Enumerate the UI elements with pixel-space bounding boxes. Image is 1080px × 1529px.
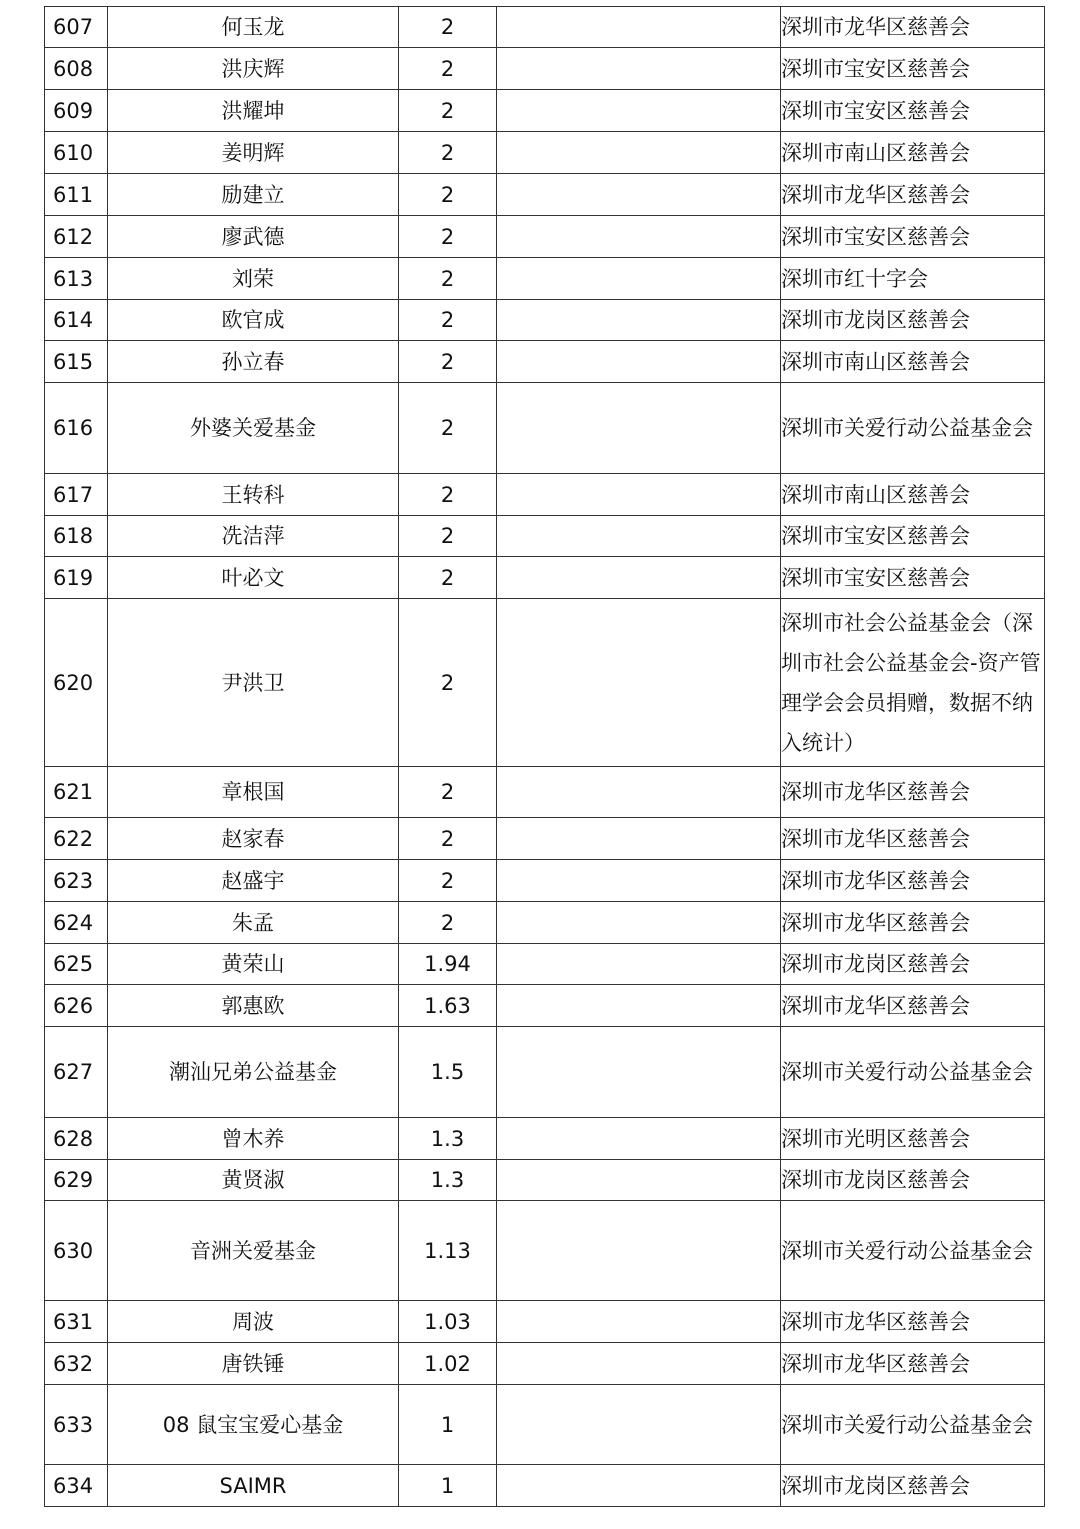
row-number: 613 xyxy=(45,258,108,300)
table-row xyxy=(45,944,1045,985)
recipient-organization: 深圳市红十字会 xyxy=(781,258,1045,300)
row-number: 629 xyxy=(45,1160,108,1201)
donation-amount: 1.5 xyxy=(399,1027,497,1118)
donor-name: 廖武德 xyxy=(108,216,399,258)
recipient-organization: 深圳市龙华区慈善会 xyxy=(781,902,1045,944)
row-number: 607 xyxy=(45,7,108,48)
note-cell xyxy=(497,1201,781,1301)
donor-name: 姜明辉 xyxy=(108,132,399,174)
donor-name: 冼洁萍 xyxy=(108,516,399,557)
donor-name: 叶必文 xyxy=(108,557,399,599)
donor-name: 何玉龙 xyxy=(108,7,399,48)
table-row xyxy=(45,818,1045,860)
donation-table-body xyxy=(45,7,1045,1507)
row-number: 622 xyxy=(45,818,108,860)
note-cell xyxy=(497,767,781,818)
donation-amount: 2 xyxy=(399,90,497,132)
row-number: 628 xyxy=(45,1118,108,1160)
donor-name: 曾木养 xyxy=(108,1118,399,1160)
row-number: 619 xyxy=(45,557,108,599)
table-row xyxy=(45,300,1045,341)
donation-amount: 2 xyxy=(399,474,497,516)
note-cell xyxy=(497,599,781,767)
row-number: 625 xyxy=(45,944,108,985)
table-row xyxy=(45,132,1045,174)
donor-name: 08 鼠宝宝爱心基金 xyxy=(108,1385,399,1465)
donor-name: 洪庆辉 xyxy=(108,48,399,90)
row-number: 621 xyxy=(45,767,108,818)
donor-name: 音洲关爱基金 xyxy=(108,1201,399,1301)
note-cell xyxy=(497,383,781,474)
note-cell xyxy=(497,985,781,1027)
donation-amount: 2 xyxy=(399,902,497,944)
donor-name: 欧官成 xyxy=(108,300,399,341)
recipient-organization: 深圳市宝安区慈善会 xyxy=(781,48,1045,90)
donation-amount: 1 xyxy=(399,1465,497,1507)
recipient-organization: 深圳市南山区慈善会 xyxy=(781,341,1045,383)
donation-amount: 1.3 xyxy=(399,1118,497,1160)
note-cell xyxy=(497,300,781,341)
note-cell xyxy=(497,1465,781,1507)
row-number: 612 xyxy=(45,216,108,258)
donation-amount: 1.3 xyxy=(399,1160,497,1201)
table-row xyxy=(45,599,1045,767)
donation-amount: 2 xyxy=(399,300,497,341)
note-cell xyxy=(497,557,781,599)
donation-amount: 2 xyxy=(399,7,497,48)
donation-amount: 2 xyxy=(399,767,497,818)
donation-amount: 1.63 xyxy=(399,985,497,1027)
recipient-organization: 深圳市龙华区慈善会 xyxy=(781,7,1045,48)
row-number: 608 xyxy=(45,48,108,90)
row-number: 624 xyxy=(45,902,108,944)
donor-name: 励建立 xyxy=(108,174,399,216)
donor-name: 章根国 xyxy=(108,767,399,818)
table-row xyxy=(45,383,1045,474)
note-cell xyxy=(497,7,781,48)
note-cell xyxy=(497,1160,781,1201)
donor-name: 唐铁锤 xyxy=(108,1343,399,1385)
row-number: 614 xyxy=(45,300,108,341)
donor-name: 赵家春 xyxy=(108,818,399,860)
recipient-organization: 深圳市龙华区慈善会 xyxy=(781,1343,1045,1385)
recipient-organization: 深圳市龙岗区慈善会 xyxy=(781,300,1045,341)
recipient-organization: 深圳市龙岗区慈善会 xyxy=(781,1160,1045,1201)
row-number: 616 xyxy=(45,383,108,474)
donor-name: 朱孟 xyxy=(108,902,399,944)
recipient-organization: 深圳市龙岗区慈善会 xyxy=(781,1465,1045,1507)
table-row xyxy=(45,216,1045,258)
donation-amount: 2 xyxy=(399,557,497,599)
note-cell xyxy=(497,860,781,902)
row-number: 610 xyxy=(45,132,108,174)
row-number: 618 xyxy=(45,516,108,557)
donation-amount: 2 xyxy=(399,258,497,300)
row-number: 632 xyxy=(45,1343,108,1385)
table-row xyxy=(45,767,1045,818)
table-row xyxy=(45,985,1045,1027)
row-number: 626 xyxy=(45,985,108,1027)
table-row xyxy=(45,902,1045,944)
note-cell xyxy=(497,90,781,132)
donor-name: 孙立春 xyxy=(108,341,399,383)
table-row xyxy=(45,48,1045,90)
row-number: 611 xyxy=(45,174,108,216)
row-number: 617 xyxy=(45,474,108,516)
row-number: 620 xyxy=(45,599,108,767)
table-row xyxy=(45,516,1045,557)
recipient-organization: 深圳市关爱行动公益基金会 xyxy=(781,1385,1045,1465)
recipient-organization: 深圳市光明区慈善会 xyxy=(781,1118,1045,1160)
table-row xyxy=(45,1027,1045,1118)
note-cell xyxy=(497,1385,781,1465)
table-row xyxy=(45,1465,1045,1507)
recipient-organization: 深圳市宝安区慈善会 xyxy=(781,516,1045,557)
recipient-organization: 深圳市龙华区慈善会 xyxy=(781,860,1045,902)
donation-amount: 2 xyxy=(399,48,497,90)
table-row xyxy=(45,341,1045,383)
recipient-organization: 深圳市龙华区慈善会 xyxy=(781,767,1045,818)
table-row xyxy=(45,258,1045,300)
recipient-organization: 深圳市南山区慈善会 xyxy=(781,132,1045,174)
recipient-organization: 深圳市龙华区慈善会 xyxy=(781,985,1045,1027)
recipient-organization: 深圳市关爱行动公益基金会 xyxy=(781,1027,1045,1118)
table-row xyxy=(45,860,1045,902)
donation-amount: 2 xyxy=(399,818,497,860)
donation-amount: 1.13 xyxy=(399,1201,497,1301)
row-number: 630 xyxy=(45,1201,108,1301)
donor-name: 郭惠欧 xyxy=(108,985,399,1027)
note-cell xyxy=(497,1118,781,1160)
table-row xyxy=(45,1385,1045,1465)
donation-amount: 1.94 xyxy=(399,944,497,985)
note-cell xyxy=(497,341,781,383)
table-row xyxy=(45,174,1045,216)
row-number: 623 xyxy=(45,860,108,902)
donation-amount: 2 xyxy=(399,383,497,474)
donor-name: 刘荣 xyxy=(108,258,399,300)
donation-amount: 1.03 xyxy=(399,1301,497,1343)
donation-amount: 1.02 xyxy=(399,1343,497,1385)
donor-name: 外婆关爱基金 xyxy=(108,383,399,474)
table-row xyxy=(45,1118,1045,1160)
donation-amount: 2 xyxy=(399,860,497,902)
donor-name: 黄贤淑 xyxy=(108,1160,399,1201)
recipient-organization: 深圳市宝安区慈善会 xyxy=(781,90,1045,132)
donation-amount: 1 xyxy=(399,1385,497,1465)
table-row xyxy=(45,474,1045,516)
donor-name: 周波 xyxy=(108,1301,399,1343)
table-row xyxy=(45,7,1045,48)
note-cell xyxy=(497,132,781,174)
note-cell xyxy=(497,1027,781,1118)
recipient-organization: 深圳市南山区慈善会 xyxy=(781,474,1045,516)
table-row xyxy=(45,90,1045,132)
donation-amount: 2 xyxy=(399,341,497,383)
recipient-organization: 深圳市关爱行动公益基金会 xyxy=(781,1201,1045,1301)
table-row xyxy=(45,1301,1045,1343)
note-cell xyxy=(497,258,781,300)
row-number: 633 xyxy=(45,1385,108,1465)
recipient-organization: 深圳市龙华区慈善会 xyxy=(781,1301,1045,1343)
donation-table xyxy=(44,6,1045,1507)
donation-amount: 2 xyxy=(399,599,497,767)
table-row xyxy=(45,1343,1045,1385)
recipient-organization: 深圳市龙岗区慈善会 xyxy=(781,944,1045,985)
note-cell xyxy=(497,174,781,216)
note-cell xyxy=(497,902,781,944)
recipient-organization: 深圳市关爱行动公益基金会 xyxy=(781,383,1045,474)
note-cell xyxy=(497,944,781,985)
donor-name: 洪耀坤 xyxy=(108,90,399,132)
row-number: 627 xyxy=(45,1027,108,1118)
donor-name: 潮汕兄弟公益基金 xyxy=(108,1027,399,1118)
note-cell xyxy=(497,1301,781,1343)
note-cell xyxy=(497,1343,781,1385)
donor-name: SAIMR xyxy=(108,1465,399,1507)
donation-amount: 2 xyxy=(399,132,497,174)
recipient-organization: 深圳市宝安区慈善会 xyxy=(781,216,1045,258)
table-row xyxy=(45,557,1045,599)
recipient-organization: 深圳市宝安区慈善会 xyxy=(781,557,1045,599)
note-cell xyxy=(497,48,781,90)
recipient-organization: 深圳市龙华区慈善会 xyxy=(781,174,1045,216)
recipient-organization: 深圳市龙华区慈善会 xyxy=(781,818,1045,860)
row-number: 615 xyxy=(45,341,108,383)
table-row xyxy=(45,1160,1045,1201)
note-cell xyxy=(497,516,781,557)
donation-amount: 2 xyxy=(399,174,497,216)
row-number: 609 xyxy=(45,90,108,132)
note-cell xyxy=(497,216,781,258)
donation-amount: 2 xyxy=(399,516,497,557)
donor-name: 黄荣山 xyxy=(108,944,399,985)
donation-amount: 2 xyxy=(399,216,497,258)
donor-name: 尹洪卫 xyxy=(108,599,399,767)
recipient-organization: 深圳市社会公益基金会（深圳市社会公益基金会-资产管理学会会员捐赠，数据不纳入统计） xyxy=(781,599,1045,767)
note-cell xyxy=(497,818,781,860)
row-number: 634 xyxy=(45,1465,108,1507)
row-number: 631 xyxy=(45,1301,108,1343)
donor-name: 王转科 xyxy=(108,474,399,516)
donor-name: 赵盛宇 xyxy=(108,860,399,902)
note-cell xyxy=(497,474,781,516)
table-row xyxy=(45,1201,1045,1301)
